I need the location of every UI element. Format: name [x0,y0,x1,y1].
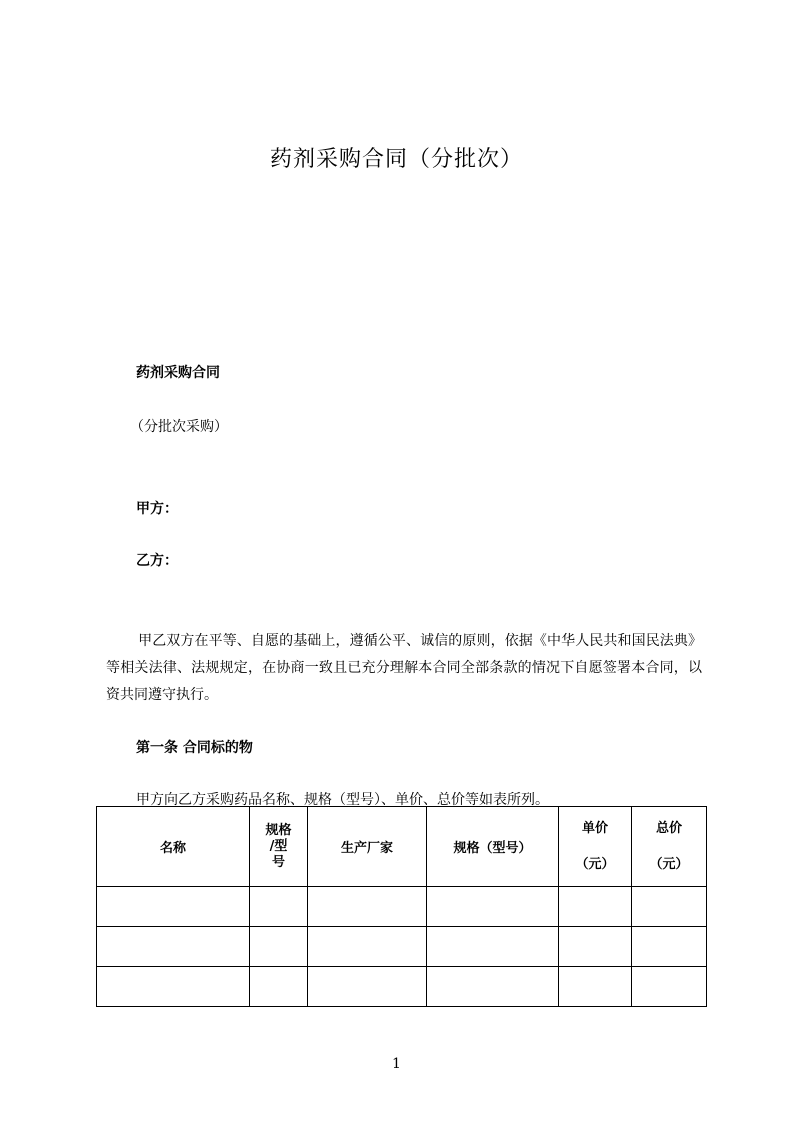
goods-table [96,806,707,1007]
header-unit-price-line2: （元） [575,856,615,872]
document-title: 药剂采购合同（分批次） [269,147,523,172]
header-total-price-line1: 总价 [655,820,682,836]
table-cell [250,967,308,1007]
table-cell [97,927,250,967]
table-row [97,967,707,1007]
table-cell [427,887,559,927]
party-b-label: 乙方： [136,553,178,569]
table-cell [427,967,559,1007]
table-cell [427,927,559,967]
contract-subheading: （分批次采购） [130,419,228,435]
header-spec-line2: /型 [269,838,288,854]
table-cell [97,967,250,1007]
table-cell [250,927,308,967]
table-cell [559,967,632,1007]
table-cell [632,967,707,1007]
table-cell [308,967,427,1007]
table-cell [308,927,427,967]
intro-paragraph-text: 甲乙双方在平等、自愿的基础上，遵循公平、诚信的原则，依据《中华人民共和国民法典》等相关法律、法规规定，在协商一致且已充分理解本合同全部条款的情况下自愿签署本合同，以资共同遵守执行。 [106,633,702,703]
table-cell [632,887,707,927]
table-cell [308,887,427,927]
table-cell [632,927,707,967]
header-name: 名称 [97,807,250,887]
table-row [97,927,707,967]
header-spec-line1: 规格 [265,822,292,838]
page-number: 1 [392,1056,401,1072]
table-cell [559,887,632,927]
header-spec [250,807,308,887]
header-total-price-line2: （元） [649,856,689,872]
table-header-row [97,807,707,887]
table-row [97,887,707,927]
header-unit-price [559,807,632,887]
header-total-price [632,807,707,887]
article-1-title: 第一条 合同标的物 [136,740,253,756]
table-cell [559,927,632,967]
contract-heading: 药剂采购合同 [136,365,220,381]
header-model: 规格（型号） [427,807,559,887]
header-spec-line3: 号 [271,854,285,870]
party-a-label: 甲方： [136,501,178,517]
intro-paragraph [106,628,702,709]
header-manufacturer: 生产厂家 [308,807,427,887]
table-cell [250,887,308,927]
table-cell [97,887,250,927]
article-1-text: 甲方向乙方采购药品名称、规格（型号）、单价、总价等如表所列。 [136,792,549,808]
header-unit-price-line1: 单价 [581,820,608,836]
